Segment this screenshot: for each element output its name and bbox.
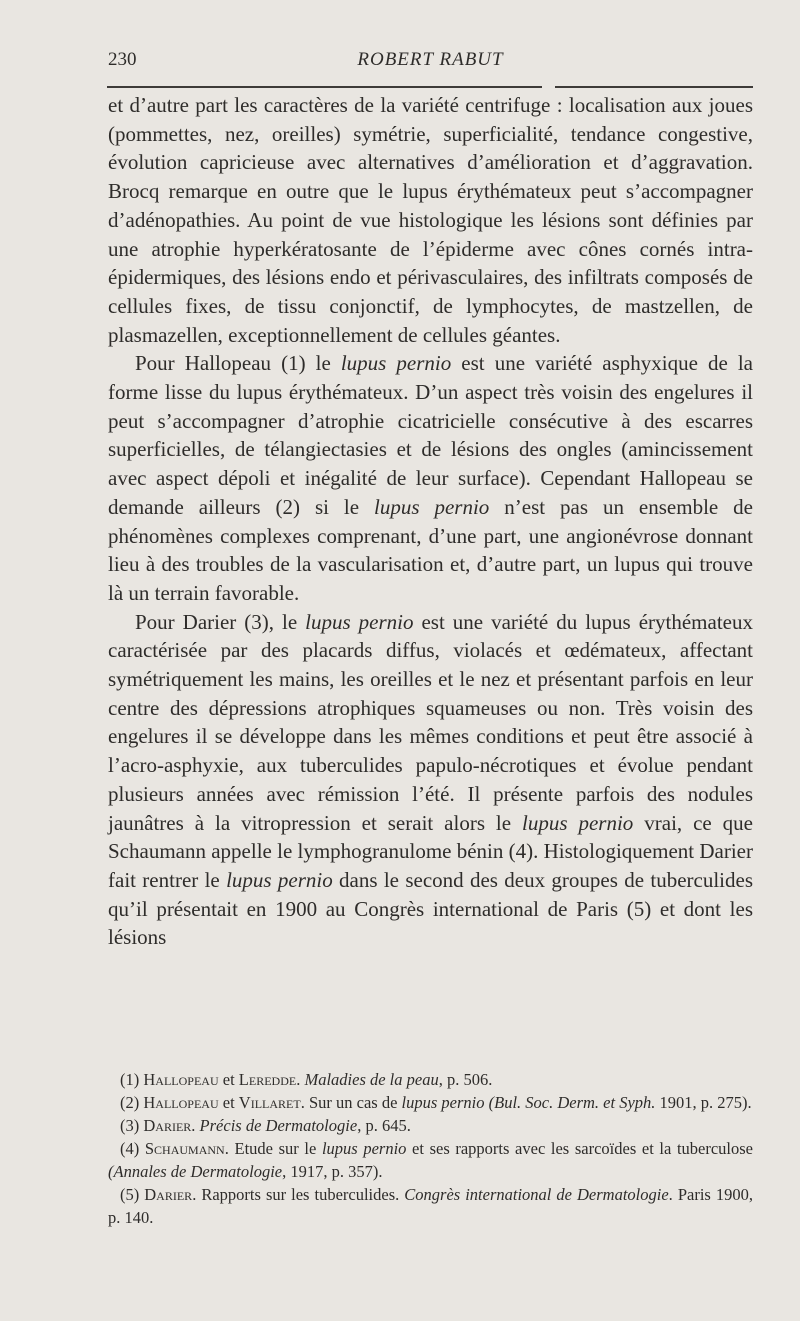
text-run: , p. 506. — [438, 1070, 493, 1089]
text-run: est une variété asphyxique de la forme lisse du lupus érythémateux. D’un aspect très voisin des engelures il peut s’accompagner d’atrophie cicatricielle consécutive à des escarres superficielles, de télangiectasies et de lésions des ongles (amincissement avec aspect dépoli et inégalité de leur surface). Cependant Hallopeau se demande ailleurs (2) si le — [108, 351, 753, 519]
italic-text: lupus pernio — [321, 1139, 407, 1158]
italic-text: lupus pernio — [522, 810, 634, 835]
body-text — [108, 91, 753, 952]
text-run: dans le second des deux groupes de tuberculides qu’il présentait en 1900 au Congrès international de Paris (5) et dont les lésions — [108, 867, 753, 950]
italic-text: (Annales de Dermatologie — [108, 1162, 283, 1181]
running-head — [108, 49, 753, 73]
text-run: . Rapports sur les tuberculides. — [192, 1185, 405, 1204]
paragraph — [108, 91, 753, 349]
header-rule — [555, 86, 753, 88]
text-run: et d’autre part les caractères de la variété centrifuge : localisation aux joues (pommettes, nez, oreilles) symétrie, superficialité, tendance congestive, évolution capricieuse avec alternatives d’amélioration et d’aggravation. Brocq remarque en outre que le lupus érythémateux peut s’accompagner d’adénopathies. Au point de vue histologique les lésions sont définies par une atrophie hyperkératosante de l’épiderme avec cônes cornés intra-épidermiques, des lésions endo et périvasculaires, des infiltrats composés de cellules fixes, de tissu conjonctif, de lymphocytes, de mastzellen, de plasmazellen, exceptionnellement de cellules géantes. — [108, 93, 753, 347]
text-run: . — [296, 1070, 305, 1089]
italic-text: Maladies de la peau — [304, 1070, 439, 1089]
text-run: et — [218, 1070, 239, 1089]
italic-text: lupus pernio (Bul. Soc. Derm. et Syph. — [401, 1093, 656, 1112]
text-run: est une variété du lupus érythémateux caractérisée par des placards diffus, violacés et œdémateux, affectant symétriquement les mains, les oreilles et le nez et présentant parfois en leur centre des dépressions atrophiques squameuses ou non. Très voisin des engelures il se développe dans les mêmes conditions et peut être associé à l’acro-asphyxie, aux tuberculides papulo-nécrotiques et évolue pendant plusieurs années avec rémission l’été. Il présente parfois des nodules jaunâtres à la vitropression et serait alors le — [108, 609, 753, 835]
italic-text: lupus pernio — [340, 351, 452, 376]
italic-text: lupus pernio — [305, 609, 414, 634]
header-rule — [107, 86, 542, 88]
page-number: 230 — [108, 49, 137, 70]
text-run: , 1917, p. 357). — [282, 1162, 383, 1181]
text-run: 1901, p. 275). — [655, 1093, 752, 1112]
author-name: Schaumann — [144, 1139, 225, 1158]
text-run: et — [218, 1093, 239, 1112]
text-run: (5) — [120, 1185, 145, 1204]
footnote — [108, 1183, 753, 1229]
footnote — [108, 1137, 753, 1183]
author-name: Darier — [143, 1116, 192, 1135]
text-run: (3) — [120, 1116, 144, 1135]
text-run: . Paris 1900, p. 140. — [108, 1185, 753, 1227]
text-run: , p. 645. — [357, 1116, 411, 1135]
text-run: et ses rapports avec les sarcoïdes et la tuberculose — [406, 1139, 754, 1158]
author-name: Villaret — [238, 1093, 301, 1112]
author-name: Darier — [144, 1185, 193, 1204]
footnote — [108, 1068, 753, 1091]
text-run: n’est pas un ensemble de phénomènes complexes comprenant, d’une part, une angionévrose donnant lieu à des troubles de la vascularisation et, d’autre part, un lupus qui trouve là un terrain favorable. — [108, 494, 753, 605]
footnote — [108, 1091, 753, 1114]
running-title: ROBERT RABUT — [357, 49, 504, 70]
text-run: (1) — [120, 1070, 144, 1089]
text-run: . Etude sur le — [224, 1139, 322, 1158]
text-run: (2) — [120, 1093, 144, 1112]
text-run: . Sur un cas de — [300, 1093, 402, 1112]
paragraph — [108, 349, 753, 607]
italic-text: lupus pernio — [374, 494, 490, 519]
text-run: vrai, ce que Schaumann appelle le lymphogranulome bénin (4). Histologiquement Darier fait rentrer le — [108, 810, 753, 892]
italic-text: Précis de Dermatologie — [199, 1116, 358, 1135]
author-name: Leredde — [238, 1070, 297, 1089]
text-run: Pour Darier (3), le — [135, 609, 306, 634]
text-run: (4) — [120, 1139, 145, 1158]
text-run: Pour Hallopeau (1) le — [135, 351, 341, 376]
italic-text: lupus pernio — [226, 867, 333, 892]
italic-text: Congrès international de Dermatologie — [404, 1185, 669, 1204]
paragraph — [108, 608, 753, 952]
author-name: Hallopeau — [143, 1093, 219, 1112]
footnote — [108, 1114, 753, 1137]
author-name: Hallopeau — [143, 1070, 219, 1089]
text-run: . — [191, 1116, 200, 1135]
footnotes — [108, 1068, 753, 1229]
